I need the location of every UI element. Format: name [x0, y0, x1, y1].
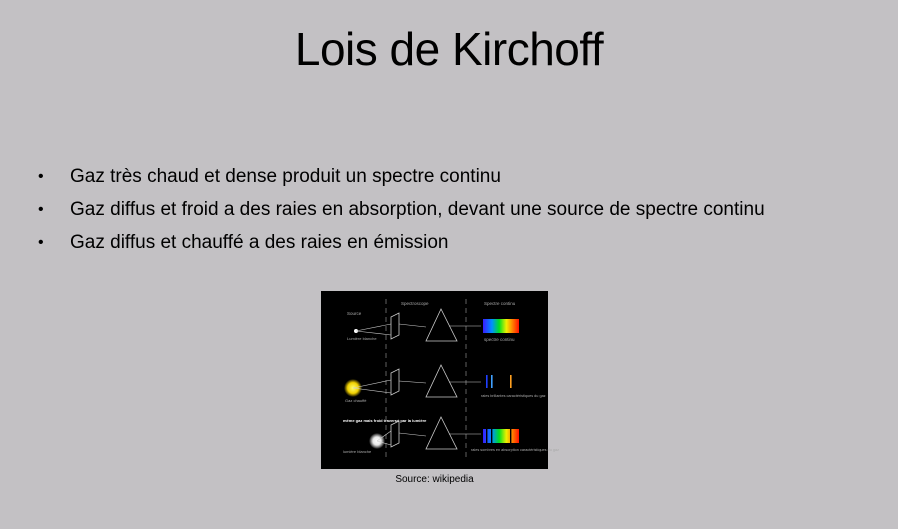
absorption-line [510, 429, 511, 443]
prism [426, 417, 457, 449]
label-source: Source [347, 311, 362, 316]
prism [426, 365, 457, 397]
bullet-text: Gaz diffus et froid a des raies en absorption, devant une source de spectre continu [70, 199, 765, 220]
label-spectre-continu: spectre continu [484, 337, 515, 342]
diagram-svg [321, 291, 560, 469]
label-spectroscope: Spectroscope [401, 301, 429, 306]
bullet-text: Gaz diffus et chauffé a des raies en émission [70, 232, 449, 253]
bullet-glyph: • [38, 201, 44, 218]
figure-caption: Source: wikipedia [395, 474, 474, 485]
prism [426, 309, 457, 341]
emission-line [491, 375, 493, 388]
bullet-glyph: • [38, 234, 44, 251]
light-ray [399, 324, 426, 327]
absorption-line [486, 429, 487, 443]
emission-line [486, 375, 488, 388]
slit [391, 369, 399, 395]
kirchhoff-laws-diagram [321, 291, 560, 469]
label-lumiere-blanche-2: lumière blanche [343, 449, 372, 454]
label-lumiere-blanche-1: Lumière blanche [347, 336, 377, 341]
emission-line [510, 375, 512, 388]
bullet-text: Gaz très chaud et dense produit un spectre continu [70, 166, 501, 187]
label-gaz-chauffe: Gaz chauffé [345, 398, 367, 403]
bullet-item [38, 226, 765, 259]
slit [391, 421, 399, 447]
light-ray [356, 331, 391, 335]
label-raies-brillantes: raies brillantes caractéristiques du gaz [481, 394, 546, 398]
label-raies-sombres: raies sombres en absorption caractéristiques du gaz [471, 448, 560, 452]
bullet-list [38, 160, 765, 259]
bullet-item [38, 160, 765, 193]
bullet-glyph: • [38, 168, 44, 185]
slide-title: Lois de Kirchoff [294, 23, 604, 75]
label-spectre-continu-top: Spectre continu [484, 301, 516, 306]
light-ray [399, 381, 426, 383]
light-ray [399, 433, 426, 436]
label-meme-gaz: même gaz mais froid traversé par la lumière [343, 418, 427, 423]
continuous-spectrum [483, 319, 519, 333]
absorption-line [491, 429, 492, 443]
bullet-item [38, 193, 765, 226]
absorption-spectrum [483, 429, 519, 443]
slit [391, 313, 399, 339]
